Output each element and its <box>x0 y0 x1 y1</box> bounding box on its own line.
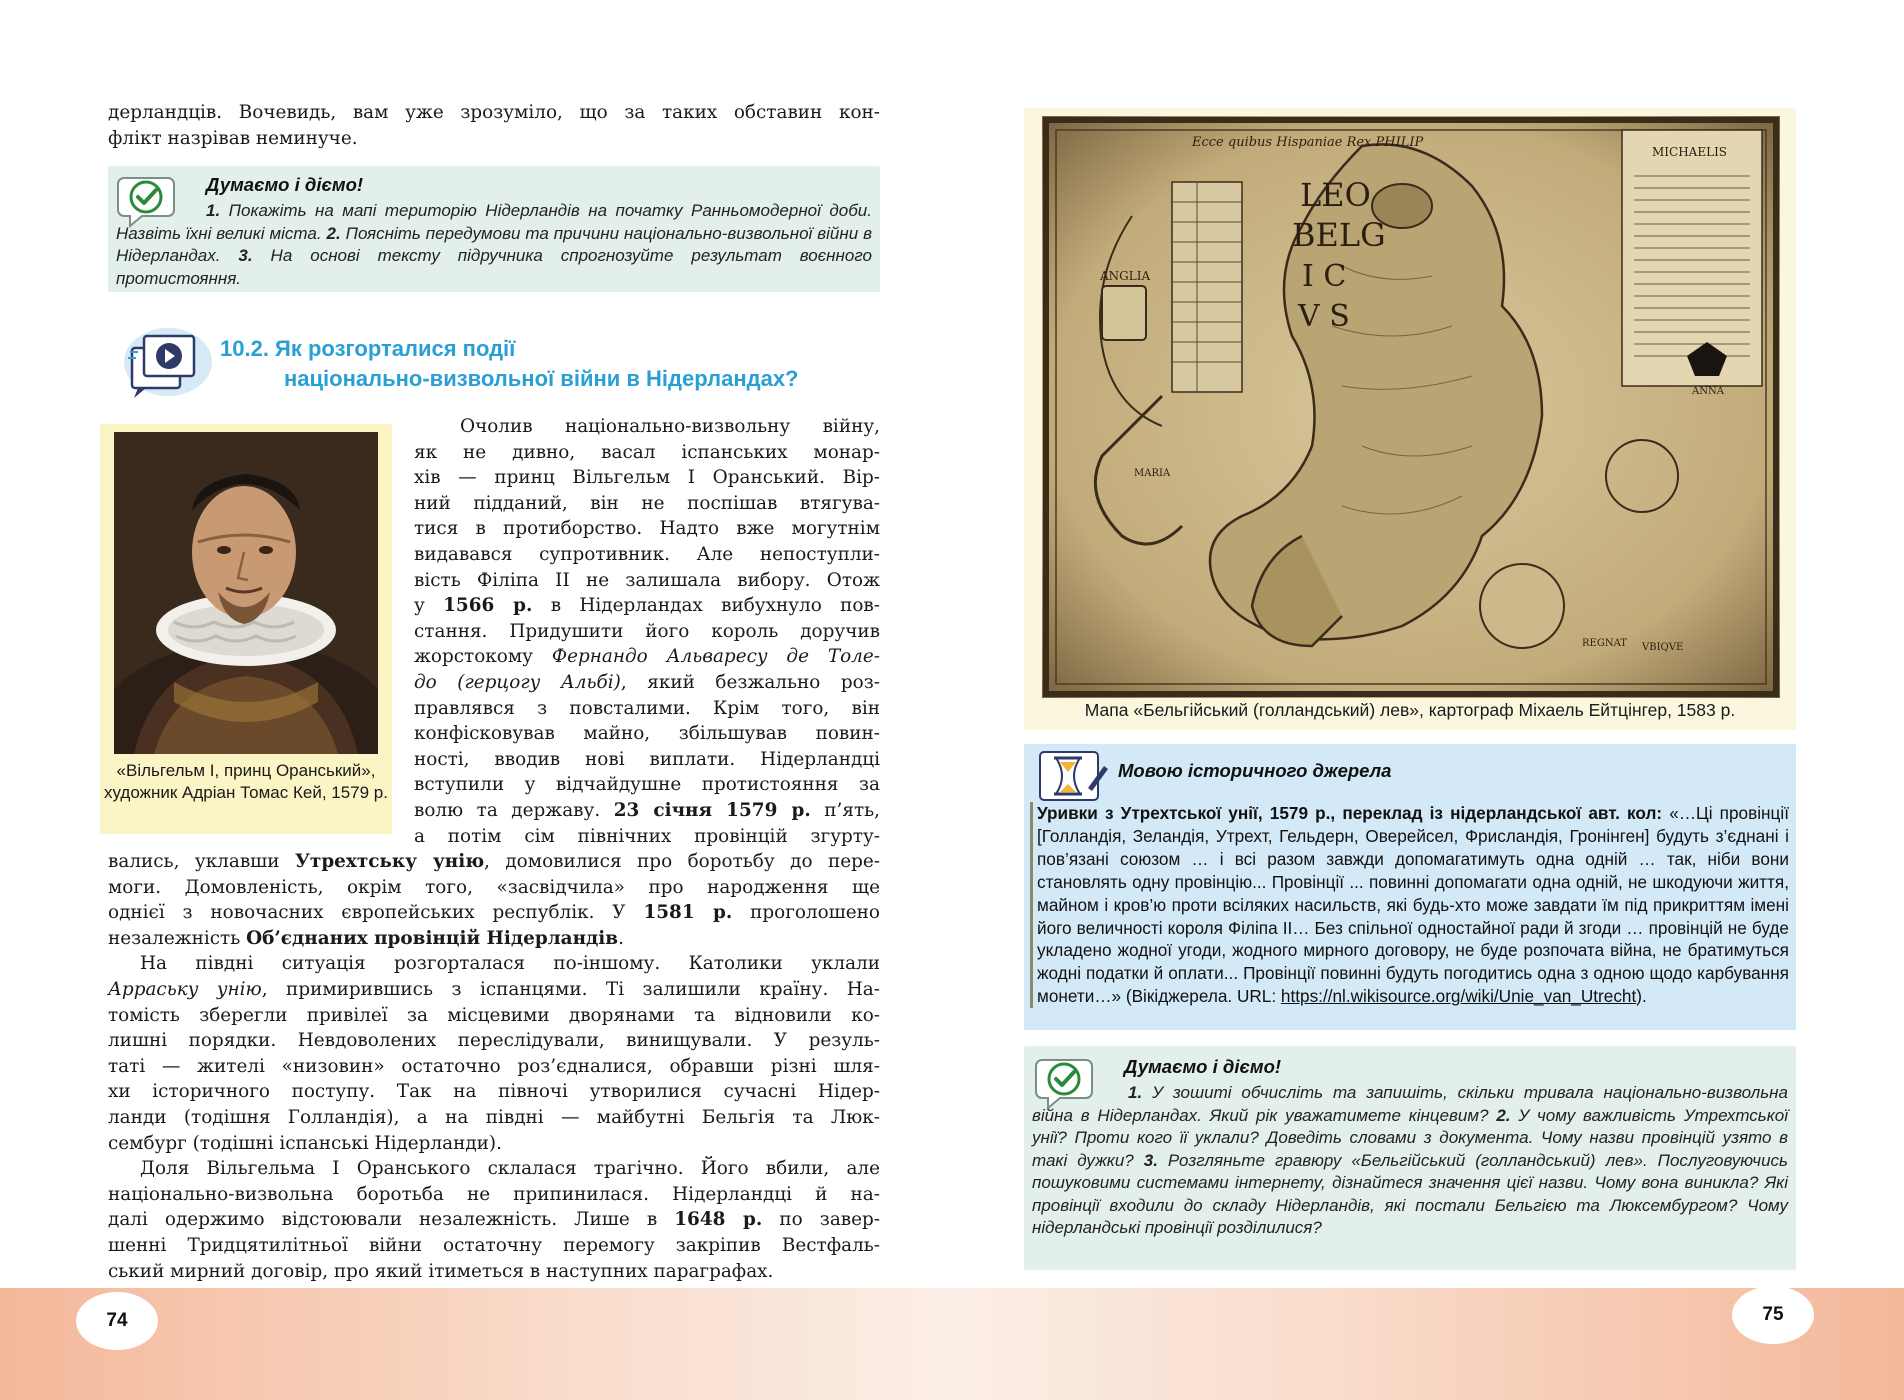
task-num-2: 2. <box>326 223 341 243</box>
task2-item-3: Розгляньте гравюру «Бельгійський (голландський) лев». Послуговуючись пошуковими системами інтернету, дізнайтеся значення цієї назви. Чому вона виникла? Які провінції входили до складу Нідерландів, які постали Бельгією та Люксембургом? Чому нідерландські провінції розділилися? <box>1032 1150 1788 1237</box>
historical-source-box <box>1024 744 1796 1030</box>
source-title: Мовою історичного джерела <box>1118 760 1392 781</box>
para2-line-4: лишні порядки. Невдоволених переслідували, винищували. У резуль- <box>108 1030 880 1052</box>
col-line-4: ний підданий, він не поспішав втягува- <box>414 492 880 514</box>
col-line-13: конфісковував майно, збільшував повин- <box>414 723 880 745</box>
task-text <box>116 200 872 290</box>
col-line-11 <box>414 670 880 696</box>
full-line-3-bold: 1581 р. <box>643 902 733 924</box>
full-line-3-pre: однієї з новочасних європейських республік. У <box>108 902 644 924</box>
col-line-16-post: п’ять, <box>810 799 880 821</box>
map-label-anna: ANNA <box>1692 386 1724 397</box>
para2-line-3: томість зберегли привілеї за місцевими дворянами та відновили ко- <box>108 1004 880 1026</box>
para2-line-2 <box>108 977 880 1003</box>
page-number-left: 74 <box>76 1292 158 1350</box>
full-line-4-bold: Об’єднаних провінцій Нідерландів <box>246 927 619 949</box>
para3-line-5: ський мирний договір, про який ітиметься в наступних параграфах. <box>108 1260 774 1282</box>
full-line-4-pre: незалежність <box>108 927 247 949</box>
col-line-16 <box>414 798 880 824</box>
page-number-right: 75 <box>1732 1286 1814 1344</box>
source-lead: Уривки з Утрехтської унії, 1579 р., переклад із нідерландської авт. кол: <box>1037 803 1663 823</box>
full-line-3 <box>108 900 880 926</box>
map-label-michaelis: MICHAELIS <box>1652 145 1728 159</box>
para2-line-7: ланди (тодішня Голландія), а на півдні — майбутні Бельгія та Люк- <box>108 1106 880 1128</box>
section-heading-line-1: 10.2. Як розгорталися події <box>220 336 516 361</box>
full-line-2: моги. Домовленість, окрім того, «засвідчила» про народження ще <box>108 876 880 898</box>
para2-line-6: хи історичного поступу. Так на півночі утворилися сучасні Нідер- <box>108 1081 880 1103</box>
task-item-2: Поясніть передумови та причини національно-визвольної війни в Нідерландах. <box>116 223 872 265</box>
col-line-8-post: в Нідерландах вибухнуло пов- <box>532 595 880 617</box>
col-line-8-pre: у <box>414 595 444 617</box>
col-line-16-bold: 23 січня 1579 р. <box>613 799 811 821</box>
task2-item-1: У зошиті обчисліть та запишіть, скільки тривала національно-визвольна війна в Нідерландах. Який рік уважатимете кінцевим? <box>1032 1083 1788 1125</box>
map-label-belg: BELG <box>1292 216 1386 254</box>
col-line-5: тися в протиборство. Надто вже могутнім <box>414 518 880 540</box>
leo-belgicus-map-icon <box>1042 116 1780 698</box>
full-width-text <box>108 849 880 1284</box>
leo-belgicus-map <box>1042 116 1780 698</box>
full-line-3-post: проголошено <box>732 902 880 924</box>
full-line-1-post: , домовилися про боротьбу до пере- <box>484 851 880 872</box>
para2-line-8: сембург (тодішні іспанські Нідерланди). <box>108 1132 502 1154</box>
col-line-11-ital: до (герцогу Альбі) <box>414 671 621 693</box>
col-line-10-ital: Фернандо Альваресу де Толе- <box>551 646 880 668</box>
source-tail: ). <box>1636 986 1647 1007</box>
para2-line-1: На півдні ситуація розгорталася по-іншому. Католики уклали <box>140 953 880 975</box>
portrait-image <box>114 432 378 754</box>
para3-line-3-post: по завер- <box>762 1209 881 1231</box>
source-text <box>1030 802 1789 1008</box>
col-line-9: стання. Придушити його король доручив <box>414 620 880 642</box>
map-label-maria: MARIA <box>1134 468 1171 479</box>
col-line-10-pre: жорстокому <box>414 646 552 668</box>
full-line-4 <box>108 926 880 952</box>
column-text <box>414 414 880 849</box>
section-heading <box>220 334 799 394</box>
full-line-1-bold: Утрехтську унію <box>295 851 485 872</box>
page-footer-band <box>0 1288 1904 1400</box>
map-label-leo: LEO <box>1300 176 1371 214</box>
col-line-8 <box>414 593 880 619</box>
william-of-orange-portrait-icon <box>114 432 378 754</box>
hourglass-quill-icon <box>1036 748 1112 804</box>
map-label-ic: I C <box>1302 259 1347 294</box>
task2-item-2: У чому важливість Утрехтської унії? Проти кого її уклали? Доведіть словами з документа. Чому назви провінцій узято в такі дужки? <box>1032 1105 1788 1170</box>
full-line-1-pre: вались, уклавши <box>108 851 295 872</box>
task-num-1: 1. <box>206 201 221 220</box>
task-item-1: Покажіть на мапі територію Нідерландів на початку Ранньомодерної доби. Назвіть їхні великі міста. <box>116 201 872 243</box>
col-line-8-bold: 1566 р. <box>443 595 533 617</box>
para3-line-3 <box>108 1207 880 1233</box>
map-caption: Мапа «Бельгійський (голландський) лев», картограф Міхаель Ейтцінгер, 1583 р. <box>1084 700 1736 720</box>
map-label-vbique: VBIQVE <box>1642 642 1684 653</box>
portrait-caption: «Вільгельм I, принц Оранський», художник Адріан Томас Кей, 1579 р. <box>104 761 388 802</box>
think-and-act-box <box>108 166 880 292</box>
task2-num-3: 3. <box>1143 1150 1158 1170</box>
intro-text <box>108 100 880 151</box>
think-and-act-box-2 <box>1024 1046 1796 1270</box>
col-line-3: хів — принц Вільгельм I Оранський. Вір- <box>414 467 880 489</box>
para3-line-3-pre: далі одержимо відстоювали незалежність. Лише в <box>108 1209 675 1231</box>
section-heading-line-2: національно-визвольної війни в Нідерландах? <box>284 366 799 391</box>
para2-line-2-post: , примирившись з іспанцями. Ті залишили країну. На- <box>261 978 880 1000</box>
col-line-16-pre: волю та державу. <box>414 799 614 821</box>
task2-num-2: 2. <box>1496 1105 1511 1125</box>
map-figure <box>1024 108 1796 730</box>
para3-line-1: Доля Вільгельма I Оранського склалася трагічно. Його вбили, але <box>140 1158 880 1180</box>
para3-line-4: шенні Тридцятилітньої війни остаточну перемогу закріпив Вестфаль- <box>108 1234 880 1256</box>
task-title-2: Думаємо і діємо! <box>1124 1056 1282 1077</box>
task-text-2 <box>1032 1082 1788 1240</box>
col-line-6: видавався супротивник. Але непоступли- <box>414 543 880 565</box>
source-body: «…Ці провінції [Голландія, Зеландія, Утрехт, Гельдерн, Оверейсел, Фрисландія, Гронінген] будуть з’єднані і пов’язані союзом … і всі разом завжди допомагатимуть одна одній … так, ніби вони становлять одну провінцію... Провінції ... повинні допомагати одна одній, не шкодуючи життя, майном і кров’ю проти всіляких насильств, які будь-хто може завдати їм під прикриттям імені його величності короля Філіпа II… Без спільної одностайної ради й згоди … провінцій не буде укладено жодної угоди, жодного мирного договору, не буде розпочата війна, не братимуться жодні податки й оплати... Провінції повинні будуть погодитись одна з одною щодо карбування монети…» (Вікіджерела. URL: <box>1037 803 1789 1007</box>
col-line-14: ності, вводив нові виплати. Нідерландці <box>414 748 880 770</box>
map-label-vs: V S <box>1298 299 1350 334</box>
task2-num-1: 1. <box>1128 1083 1143 1102</box>
intro-line-1: дерландців. Вочевидь, вам уже зрозуміло, що за таких обставин кон- <box>108 102 880 123</box>
map-title-text: Ecce quibus Hispaniae Rex PHILIP <box>1192 135 1424 150</box>
map-label-anglia: ANGLIA <box>1100 269 1151 283</box>
full-line-1 <box>108 849 880 875</box>
intro-line-2: флікт назрівав неминуче. <box>108 127 358 149</box>
col-line-17: а потім сім північних провінцій згурту- <box>414 825 880 847</box>
task-num-3: 3. <box>238 246 253 265</box>
col-line-1: Очолив національно-визвольну війну, <box>460 416 880 437</box>
col-line-12: правлявся з повсталими. Крім того, він <box>414 697 880 719</box>
col-line-7: вість Філіпа II не залишала вибору. Отож <box>414 569 880 591</box>
col-line-2: як не дивно, васал іспанських монар- <box>414 441 880 463</box>
para3-line-2: національно-визвольна боротьба не припинилася. Нідерландці й на- <box>108 1183 880 1205</box>
col-line-15: вступили у відчайдушне протистояння за <box>414 774 880 796</box>
task-item-3: На основі тексту підручника спрогнозуйте результат воєнного протистояння. <box>116 246 872 288</box>
para2-line-5: таті — жителі «низовин» остаточно роз’єдналися, обравши різні шля- <box>108 1055 880 1077</box>
full-line-4-post: . <box>618 927 624 949</box>
video-play-icon <box>118 322 214 404</box>
map-label-regnat: REGNAT <box>1582 638 1627 649</box>
source-link[interactable]: https://nl.wikisource.org/wiki/Unie_van_Utrecht <box>1280 986 1637 1007</box>
col-line-11-post: , який безжально роз- <box>620 671 880 693</box>
portrait-figure <box>100 424 392 834</box>
col-line-10 <box>414 644 880 670</box>
task-title: Думаємо і діємо! <box>206 174 364 195</box>
para3-line-3-bold: 1648 р. <box>674 1209 763 1231</box>
para2-line-2-ital: Арраську унію <box>108 978 262 1000</box>
